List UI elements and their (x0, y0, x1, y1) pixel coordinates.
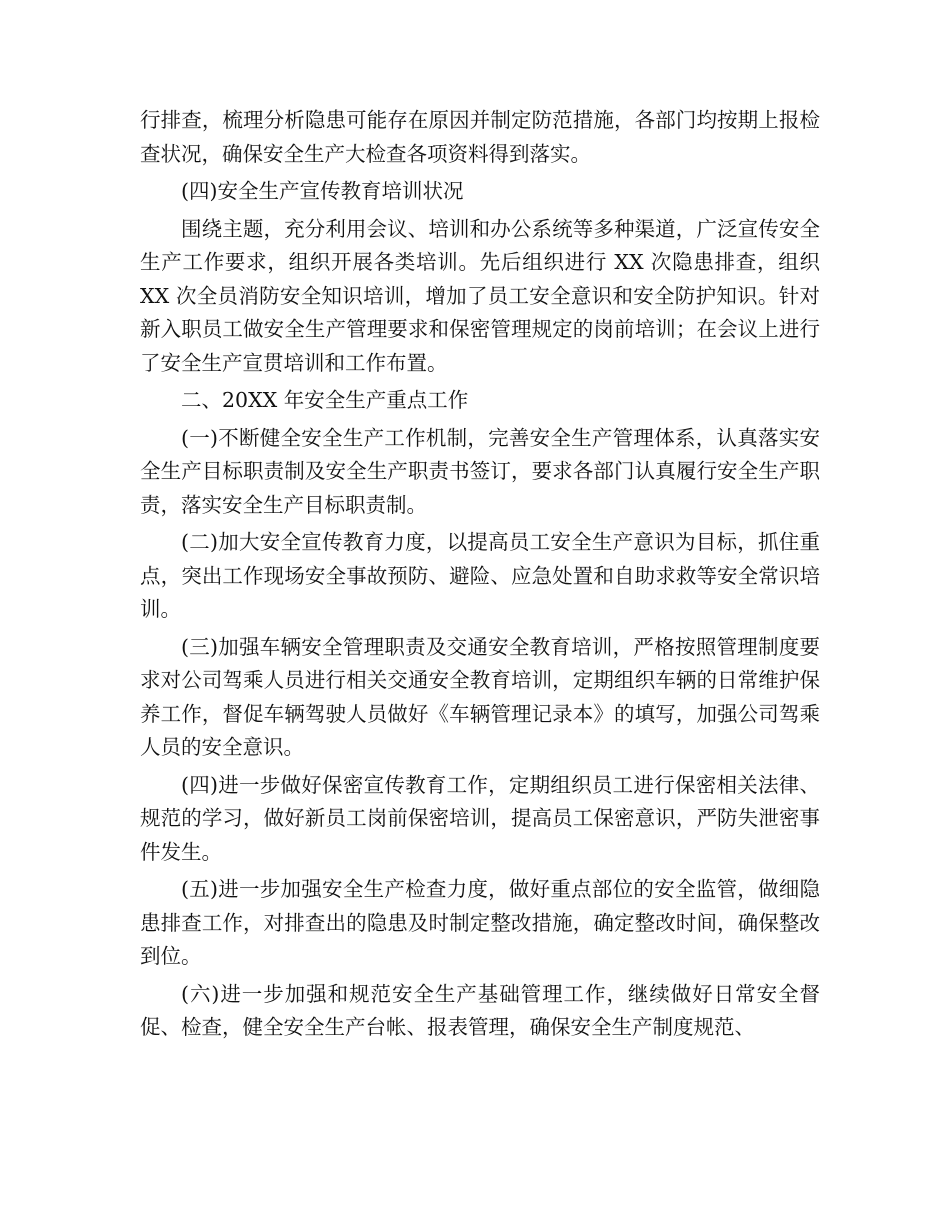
document-page (140, 104, 820, 1049)
paragraph-item-5: (五)进一步加强安全生产检查力度，做好重点部位的安全监管，做细隐患排查工作，对排查出的隐患及时制定整改措施，确定整改时间，确保整改到位。 (140, 877, 820, 968)
paragraph-item-4: (四)进一步做好保密宣传教育工作，定期组织员工进行保密相关法律、规范的学习，做好新员工岗前保密培训，提高员工保密意识，严防失泄密事件发生。 (140, 772, 820, 864)
paragraph-continuation: 行排查，梳理分析隐患可能存在原因并制定防范措施，各部门均按期上报检查状况，确保安全生产大检查各项资料得到落实。 (140, 108, 820, 166)
section-heading-training: (四)安全生产宣传教育培训状况 (181, 179, 464, 203)
paragraph-item-3: (三)加强车辆安全管理职责及交通安全教育培训，严格按照管理制度要求对公司驾乘人员进行相关交通安全教育培训，定期组织车辆的日常维护保养工作，督促车辆驾驶人员做好《车辆管理记录本》的填写，加强公司驾乘人员的安全意识。 (140, 634, 820, 759)
paragraph-item-1: (一)不断健全安全生产工作机制，完善安全生产管理体系，认真落实安全生产目标职责制及安全生产职责书签订，要求各部门认真履行安全生产职责，落实安全生产目标职责制。 (140, 425, 820, 517)
paragraph-training: 围绕主题，充分利用会议、培训和办公系统等多种渠道，广泛宣传安全生产工作要求，组织开展各类培训。先后组织进行 XX 次隐患排查，组织 XX 次全员消防安全知识培训，增加了员工安全意识和安全防护知识。针对新入职员工做安全生产管理要求和保密管理规定的岗前培训；在会议上进行了安全生产宣贯培训和工作布置。 (140, 216, 820, 375)
paragraph-item-6: (六)进一步加强和规范安全生产基础管理工作，继续做好日常安全督促、检查，健全安全生产台帐、报表管理，确保安全生产制度规范、 (140, 981, 820, 1039)
paragraph-item-2: (二)加大安全宣传教育力度，以提高员工安全生产意识为目标，抓住重点，突出工作现场安全事故预防、避险、应急处置和自助求救等安全常识培训。 (140, 530, 820, 621)
section-heading-key-work: 二、20XX 年安全生产重点工作 (181, 388, 469, 412)
